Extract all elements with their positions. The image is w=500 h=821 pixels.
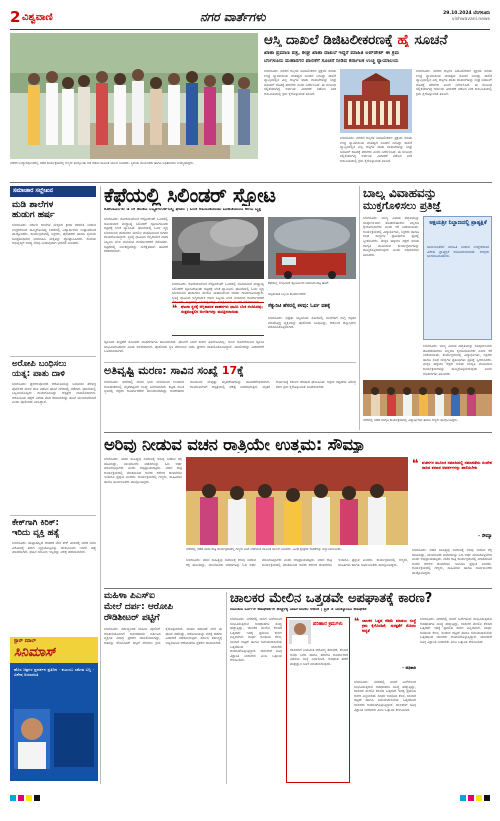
banner-story-body-col3: ಬೆಂಗಳೂರು: ವಚನ ಸಾಹಿತ್ಯವು ಸಮಾಜಕ್ಕೆ ಅರಿವು ನೀಡುವ ಶಕ್ತಿ ಹೊಂದಿದ್ದು, ಯುವಜನರು ವಚನಗಳನ್ನು ಓದಿ ಅರ್ಥ ಮಾಡಿಕೊಳ್ಳಬೇಕು ಎಂದು ಅಭಿಪ್ರಾಯಪಟ್ಟರು. ವಚನ ರಾತ್ರಿ ಕಾರ್ಯಕ್ರಮದಲ್ಲಿ ಮಾತನಾಡಿದ ಅವರು ಶರಣರ ಚಿಂತನೆಗಳು ಇಂದಿಗೂ ಪ್ರಸ್ತುತ ಎಂದರು. ಕಾರ್ಯಕ್ರಮದಲ್ಲಿ ಗಣ್ಯರು, ಸಾಹಿತಿಗಳು ಹಾಗೂ ಸಾರ್ವಜನಿಕರು ಪಾಲ್ಗೊಂಡಿದ್ದರು. [412, 548, 492, 575]
top-story-body-left: ಬೆಂಗಳೂರು: ನಗರದ ಆಸ್ತಿಗಳ ಡಿಜಿಟಲೀಕರಣ ಪ್ರಕ್ರಿಯೆ ಕುರಿತು ಉಚ್ಚ ನ್ಯಾಯಾಲಯ ಮಹತ್ವದ ಸೂಚನೆ ನೀಡಿದ್ದು ಪಾಲಿಕೆ ವ್ಯಾಪ್ತಿಯಲ್ಲಿನ ಎಲ್ಲ ಆಸ್ತಿಗಳ ಖಾತಾ ದಾಖಲೆಗಳನ್ನು ಶೀಘ್ರ ಡಿಜಿಟಲ್ ರೂಪಕ್ಕೆ ತರಬೇಕು ಎಂದು ನಿರ್ದೇಶಿಸಿದೆ. ಈ ಸಂಬಂಧ ಸಲ್ಲಿಕೆಯಾಗಿದ್ದ ಅರ್ಜಿಯ ವಿಚಾರಣೆ ನಡೆಸಿದ ಪೀಠ ಕಾಲಮಿತಿಯಲ್ಲಿ ಕ್ರಮ ಕೈಗೊಳ್ಳುವಂತೆ ತಿಳಿಸಿದೆ. [264, 69, 336, 96]
left-story3-body: ಬೆಂಗಳೂರು: ಹುಟ್ಟುಹಬ್ಬದ ಆಚರಣೆ ವೇಳೆ ಕೇಕ್ ವಿಚಾರಕ್ಕೆ ನಡೆದ ಜಗಳ ವಿಕೋಪಕ್ಕೆ ತಿರುಗಿ ವ್ಯಕ್ತಿಯೊಬ್ಬನನ್ನು ಚಾಕುವಿನಿಂದ ಇರಿದು ಹತ್ಯೆ ಮಾಡಲಾಗಿದೆ. ಘಟನೆ ಸಂಬಂಧ ಇಬ್ಬರನ್ನು ವಶಕ್ಕೆ ಪಡೆಯಲಾಗಿದೆ. [12, 541, 96, 555]
mid-story-headline-number: 17 [221, 365, 238, 377]
left-divider-1 [10, 356, 96, 357]
top-story-body-right: ಬೆಂಗಳೂರು: ನಗರದ ಆಸ್ತಿಗಳ ಡಿಜಿಟಲೀಕರಣ ಪ್ರಕ್ರಿಯೆ ಕುರಿತು ಉಚ್ಚ ನ್ಯಾಯಾಲಯ ಮಹತ್ವದ ಸೂಚನೆ ನೀಡಿದ್ದು ಪಾಲಿಕೆ ವ್ಯಾಪ್ತಿಯಲ್ಲಿನ ಎಲ್ಲ ಆಸ್ತಿಗಳ ಖಾತಾ ದಾಖಲೆಗಳನ್ನು ಶೀಘ್ರ ಡಿಜಿಟಲ್ ರೂಪಕ್ಕೆ ತರಬೇಕು ಎಂದು ನಿರ್ದೇಶಿಸಿದೆ. ಈ ಸಂಬಂಧ ಸಲ್ಲಿಕೆಯಾಗಿದ್ದ ಅರ್ಜಿಯ ವಿಚಾರಣೆ ನಡೆಸಿದ ಪೀಠ ಕಾಲಮಿತಿಯಲ್ಲಿ ಕ್ರಮ ಕೈಗೊಳ್ಳುವಂತೆ ತಿಳಿಸಿದೆ. [416, 69, 492, 96]
banner-story-body-col2: ಬೆಂಗಳೂರು: ವಚನ ಸಾಹಿತ್ಯವು ಸಮಾಜಕ್ಕೆ ಅರಿವು ನೀಡುವ ಶಕ್ತಿ ಹೊಂದಿದ್ದು, ಯುವಜನರು ವಚನಗಳನ್ನು ಓದಿ ಅರ್ಥ ಮಾಡಿಕೊಳ್ಳಬೇಕು ಎಂದು ಅಭಿಪ್ರಾಯಪಟ್ಟರು. ವಚನ ರಾತ್ರಿ ಕಾರ್ಯಕ್ರಮದಲ್ಲಿ ಮಾತನಾಡಿದ ಅವರು ಶರಣರ ಚಿಂತನೆಗಳು ಇಂದಿಗೂ ಪ್ರಸ್ತುತ ಎಂದರು. ಕಾರ್ಯಕ್ರಮದಲ್ಲಿ ಗಣ್ಯರು, ಸಾಹಿತಿಗಳು ಹಾಗೂ ಸಾರ್ವಜನಿಕರು ಪಾಲ್ಗೊಂಡಿದ್ದರು. [186, 558, 408, 567]
left-column-tag-label: ಸಮಾಚಾರ ಸಲ್ಲೇಖನ [13, 188, 53, 194]
bottom-right-box-title: ಪರಿಹಾರ ಕ್ರಮಗಳು [313, 621, 343, 627]
website[interactable]: vishwavani.news [451, 17, 490, 22]
person-portrait-image [14, 709, 50, 769]
top-story-subline-2: ಬೆಂಗಳೂರು ಮಹಾನಗರ ಪಾಲಿಕೆಗೆ ಸೂಚನೆ ನೀಡಿದ ಕರ್ನಾಟಕ ಉಚ್ಚ ನ್ಯಾಯಾಲಯ [264, 59, 399, 64]
bottom-right-body-col1: ಬೆಂಗಳೂರು: ನಗರದಲ್ಲಿ ಸಾರಿಗೆ ಬಸ್‌ಗಳಿಂದ ಸಂಭವಿಸುತ್ತಿರುವ ಅಪಘಾತಗಳ ಸಂಖ್ಯೆ ಹೆಚ್ಚುತ್ತಿದ್ದು, ಚಾಲಕರ ಮೇಲಿನ ಕೆಲಸದ ಒತ್ತಡವೇ ಇದಕ್ಕೆ ಪ್ರಮುಖ ಕಾರಣ ಎನ್ನಲಾಗಿದೆ. ದೀರ್ಘ ಅವಧಿಯ ಕೆಲಸ, ಸಂಚಾರ ದಟ್ಟಣೆ ಹಾಗೂ ಸಮಯಪಾಲನೆಯ ಒತ್ತಡದಿಂದ ಚಾಲಕರು ಆಯಾಸಗೊಳ್ಳುತ್ತಿದ್ದಾರೆ. ಚಾಲಕರಿಗೆ ಸೂಕ್ತ ವಿಶ್ರಾಂತಿ ನೀಡಬೇಕು ಎಂಬ ಒತ್ತಾಯ ಕೇಳಿಬಂದಿದೆ. [230, 617, 282, 663]
right-story-headline-1: ಬಾಲ್ಯ ವಿವಾಹವನ್ನು [363, 187, 437, 200]
cinema-ad-info-box [54, 713, 94, 767]
left-column-rule [100, 186, 101, 784]
mid-story-headline [104, 365, 356, 377]
official-portrait-image [289, 620, 311, 644]
main-story-body-col1: ಬೆಂಗಳೂರು: ಕೋರಮಂಗಲದ ರೆಸ್ಟೋರೆಂಟ್ ಒಂದರಲ್ಲಿ ಸೋಮವಾರ ಮಧ್ಯಾಹ್ನ ಸಿಲಿಂಡರ್ ಸ್ಫೋಟಗೊಂಡು ಕಟ್ಟಡಕ್ಕೆ ಬೆಂಕಿ ವ್ಯಾಪಿಸಿದೆ. ಘಟನೆಯಲ್ಲಿ ಓರ್ವ ವ್ಯಕ್ತಿ ಬೆಂಕಿಯಿಂದ ಪಾರಾಗಲು ಮೇಲಿನ ಮಹಡಿಯಿಂದ ಜಿಗಿದು ಗಾಯಗೊಂಡಿದ್ದಾರೆ. ಸ್ಥಳಕ್ಕೆ ಧಾವಿಸಿದ ಅಗ್ನಿಶಾಮಕ ದಳದ ಸಿಬ್ಬಂದಿ ಬೆಂಕಿ ನಂದಿಸುವ ಕಾರ್ಯಾಚರಣೆ ನಡೆಸಿದರು. ಕಟ್ಟಡದಲ್ಲಿ ಸಿಲುಕಿದ್ದವರನ್ನು ಸುರಕ್ಷಿತವಾಗಿ ಹೊರಗೆ ಕರೆತರಲಾಗಿದೆ. [104, 217, 168, 254]
cinema-ad-line: ಹೊಸ ಚಿತ್ರಗಳ ಪ್ರದರ್ಶನ ಪ್ರತಿದಿನ · ಕುಟುಂಬ ಸಮೇತ ಬನ್ನಿ · ವಿಶೇಷ ರಿಯಾಯಿತಿ [14, 667, 94, 677]
divider-bottom [104, 588, 492, 589]
top-photo-image [10, 33, 258, 159]
bottom-right-headline: ಚಾಲಕರ ಮೇಲಿನ ಒತ್ತಡವೇ ಅಪಘಾತಕ್ಕೆ ಕಾರಣ? [230, 592, 433, 606]
date-line: 29.10.2024 ಬೆಂಗಳೂರು [443, 11, 490, 16]
registration-mark-yellow [26, 795, 32, 801]
bottom-right-body-col3: ಬೆಂಗಳೂರು: ನಗರದಲ್ಲಿ ಸಾರಿಗೆ ಬಸ್‌ಗಳಿಂದ ಸಂಭವಿಸುತ್ತಿರುವ ಅಪಘಾತಗಳ ಸಂಖ್ಯೆ ಹೆಚ್ಚುತ್ತಿದ್ದು, ಚಾಲಕರ ಮೇಲಿನ ಕೆಲಸದ ಒತ್ತಡವೇ ಇದಕ್ಕೆ ಪ್ರಮುಖ ಕಾರಣ ಎನ್ನಲಾಗಿದೆ. ದೀರ್ಘ ಅವಧಿಯ ಕೆಲಸ, ಸಂಚಾರ ದಟ್ಟಣೆ ಹಾಗೂ ಸಮಯಪಾಲನೆಯ ಒತ್ತಡದಿಂದ ಚಾಲಕರು ಆಯಾಸಗೊಳ್ಳುತ್ತಿದ್ದಾರೆ. ಚಾಲಕರಿಗೆ ಸೂಕ್ತ ವಿಶ್ರಾಂತಿ ನೀಡಬೇಕು ಎಂಬ ಒತ್ತಾಯ ಕೇಳಿಬಂದಿದೆ. [420, 617, 492, 644]
banner-story-callout [412, 457, 492, 545]
registration-mark-black-right [484, 795, 490, 801]
left-story1-headline-1: ಮಡಿ ಶಾಲೆಗಳ [12, 201, 54, 210]
right-story-headline-2: ಮುಕ್ತಗೊಳಿಸಲು ಪ್ರತಿಜ್ಞೆ [363, 201, 442, 212]
main-story-side-body: ಬೆಂಗಳೂರು: ಭದ್ರತಾ ಸಿಬ್ಬಂದಿಯ ಸೋಗಿನಲ್ಲಿ ಮನೆಗಳಿಗೆ ನುಗ್ಗಿ ಕಳ್ಳತನ ಮಾಡುತ್ತಿದ್ದ ವ್ಯಕ್ತಿಯನ್ನು ಪೊಲೀಸರು ಬಂಧಿಸಿದ್ದು, ಆತನಿಂದ ಚಿನ್ನಾಭರಣ ವಶಪಡಿಸಿಕೊಳ್ಳಲಾಗಿದೆ. [268, 316, 356, 330]
top-photo-caption: ನಗರದ ಉದ್ಯಾನವೊಂದರಲ್ಲಿ ನಡೆದ ಕಾರ್ಯಕ್ರಮದಲ್ಲಿ ಗಣ್ಯರು ಪಾಲ್ಗೊಂಡು ಗಿಡ ನೆಡುವ ಮೂಲಕ ಚಾಲನೆ ನೀಡಿದರು. ಸ್ಥಳೀಯ ಮುಖಂಡರು ಹಾಗೂ ಅಧಿಕಾರಿಗಳು ಉಪಸ್ಥಿತರಿದ್ದರು. [10, 161, 194, 165]
high-court-building-image [340, 69, 412, 133]
top-story-headline-post: ಸೂಚನೆ [409, 33, 448, 48]
main-story-headline: ಕೆಫೆಯಲ್ಲಿ ಸಿಲಿಂಡರ್ ಸ್ಫೋಟ [104, 186, 276, 207]
right-story-body-col2: ಬೆಂಗಳೂರು: ಬಾಲ್ಯ ವಿವಾಹ ಪದ್ಧತಿಯನ್ನು ಸಂಪೂರ್ಣವಾಗಿ ತೊಡೆದುಹಾಕಲು ಎಲ್ಲರೂ ಕೈಜೋಡಿಸಬೇಕು ಎಂದು ಕರೆ ನೀಡಲಾಯಿತು. ಕಾರ್ಯಕ್ರಮದಲ್ಲಿ ವಿದ್ಯಾರ್ಥಿಗಳು, ಶಿಕ್ಷಕರು ಹಾಗೂ ಸಂಘ ಸಂಸ್ಥೆಗಳ ಪ್ರತಿನಿಧಿಗಳು ಪ್ರತಿಜ್ಞೆ ಸ್ವೀಕರಿಸಿದರು. ಮಕ್ಕಳ ಹಕ್ಕುಗಳ ರಕ್ಷಣೆ ಕುರಿತು ಜಾಗೃತಿ ಮೂಡಿಸುವ ಕಾರ್ಯಕ್ರಮಗಳನ್ನು ಹಮ್ಮಿಕೊಳ್ಳಲಾಗುವುದು ಎಂದು ಅಧಿಕಾರಿಗಳು ತಿಳಿಸಿದರು. [423, 344, 492, 376]
cinema-ad-title: ಸಿನಿಮಾಸ್ [14, 646, 57, 660]
awareness-event-image [363, 380, 492, 416]
mid-story-headline-post: ಕ್ಕೆ [237, 365, 244, 377]
right-story-box [423, 216, 492, 340]
bottom-left-body: ಬೆಂಗಳೂರು: ಕರ್ತವ್ಯನಿರತ ಮಹಿಳಾ ಪೊಲೀಸ್ ಅಧಿಕಾರಿಯೊಂದಿಗೆ ಅನುಚಿತವಾಗಿ ವರ್ತಿಸಿದ ವ್ಯಕ್ತಿಯ ವಿರುದ್ಧ ಪ್ರಕರಣ ದಾಖಲಿಸಲಾಗಿದ್ದು, ಆತನನ್ನು ರೌಡಿಶೀಟರ್ ಪಟ್ಟಿಗೆ ಸೇರಿಸಲು ಕ್ರಮ ಕೈಗೊಳ್ಳಲಾಗಿದೆ. ವಾಹನ ತಪಾಸಣೆ ವೇಳೆ ಈ ಘಟನೆ ನಡೆದಿದ್ದು, ಆರೋಪಿಯನ್ನು ವಶಕ್ಕೆ ಪಡೆದು ವಿಚಾರಣೆ ನಡೆಸಲಾಗುತ್ತಿದೆ. ಸರ್ಕಾರಿ ಕರ್ತವ್ಯಕ್ಕೆ ಅಡ್ಡಿಪಡಿಸಿದ ಆರೋಪದಡಿ ಪ್ರಕರಣ ದಾಖಲಾಗಿದೆ. [104, 627, 222, 645]
bottom-right-quote-attribution: – ಅಧಿಕಾರಿ [402, 665, 416, 670]
footer-bar [10, 792, 492, 804]
left-column-tag [10, 186, 96, 197]
banner-story-callout-attribution: – ಸೌಮ್ಯಾ [477, 534, 492, 539]
banner-story-photo-caption: ನಗರದಲ್ಲಿ ನಡೆದ ವಚನ ರಾತ್ರಿ ಕಾರ್ಯಕ್ರಮದಲ್ಲಿ ಗಣ್ಯರು ದೀಪ ಬೆಳಗಿಸುವ ಮೂಲಕ ಚಾಲನೆ ನೀಡಿದರು. ವಿವಿಧ ಕ್ಷೇತ್ರಗಳ ಸಾಧಕರನ್ನು ಸನ್ಮಾನಿಸಲಾಯಿತು. [186, 547, 342, 551]
main-story-side-headline: ಸೆಕ್ಯುರಿಟಿ ಹೆಸರಲ್ಲಿ ಕಳವು: ಓರ್ವ ವಶಕ್ಕೆ [268, 303, 331, 309]
bottom-right-quote [354, 617, 416, 677]
top-story-photo [340, 69, 412, 133]
main-story-photo-2 [268, 217, 356, 279]
banner-story-photo [186, 457, 408, 545]
fire-smoke-image [172, 217, 264, 279]
top-story-body-mid: ಬೆಂಗಳೂರು: ನಗರದ ಆಸ್ತಿಗಳ ಡಿಜಿಟಲೀಕರಣ ಪ್ರಕ್ರಿಯೆ ಕುರಿತು ಉಚ್ಚ ನ್ಯಾಯಾಲಯ ಮಹತ್ವದ ಸೂಚನೆ ನೀಡಿದ್ದು ಪಾಲಿಕೆ ವ್ಯಾಪ್ತಿಯಲ್ಲಿನ ಎಲ್ಲ ಆಸ್ತಿಗಳ ಖಾತಾ ದಾಖಲೆಗಳನ್ನು ಶೀಘ್ರ ಡಿಜಿಟಲ್ ರೂಪಕ್ಕೆ ತರಬೇಕು ಎಂದು ನಿರ್ದೇಶಿಸಿದೆ. ಈ ಸಂಬಂಧ ಸಲ್ಲಿಕೆಯಾಗಿದ್ದ ಅರ್ಜಿಯ ವಿಚಾರಣೆ ನಡೆಸಿದ ಪೀಠ ಕಾಲಮಿತಿಯಲ್ಲಿ ಕ್ರಮ ಕೈಗೊಳ್ಳುವಂತೆ ತಿಳಿಸಿದೆ. [340, 136, 412, 163]
bottom-rule [226, 592, 227, 784]
right-story-photo [363, 380, 492, 416]
main-story-body-col2: ಬೆಂಗಳೂರು: ಕೋರಮಂಗಲದ ರೆಸ್ಟೋರೆಂಟ್ ಒಂದರಲ್ಲಿ ಸೋಮವಾರ ಮಧ್ಯಾಹ್ನ ಸಿಲಿಂಡರ್ ಸ್ಫೋಟಗೊಂಡು ಕಟ್ಟಡಕ್ಕೆ ಬೆಂಕಿ ವ್ಯಾಪಿಸಿದೆ. ಘಟನೆಯಲ್ಲಿ ಓರ್ವ ವ್ಯಕ್ತಿ ಬೆಂಕಿಯಿಂದ ಪಾರಾಗಲು ಮೇಲಿನ ಮಹಡಿಯಿಂದ ಜಿಗಿದು ಗಾಯಗೊಂಡಿದ್ದಾರೆ. ಸ್ಥಳಕ್ಕೆ ಧಾವಿಸಿದ ಅಗ್ನಿಶಾಮಕ ದಳದ ಸಿಬ್ಬಂದಿ ಬೆಂಕಿ ನಂದಿಸುವ ಕಾರ್ಯಾಚರಣೆ ನಡೆಸಿದರು. ಕಟ್ಟಡದಲ್ಲಿ ಸಿಲುಕಿದ್ದವರನ್ನು ಸುರಕ್ಷಿತವಾಗಿ ಹೊರಗೆ ಕರೆತರಲಾಗಿದೆ. [172, 282, 264, 305]
banner-story-callout-text: ವಚನಗಳ ಮೂಲಕ ಸಮಾಜದಲ್ಲಿ ಸಮಾನತೆಯ ಸಂದೇಶ ಸಾರಿದ ಶರಣರ ಆದರ್ಶಗಳನ್ನು ಪಾಲಿಸಬೇಕು [422, 460, 492, 471]
bottom-left-headline-2: ಮೇಲೆ ದರ್ಪ: ಆರೋಪಿ [104, 603, 173, 612]
cinema-ad-portrait [14, 709, 50, 769]
quote-icon: ❝ [412, 457, 419, 470]
main-story-body-col3: ಸ್ಫೋಟದ ತೀವ್ರತೆಗೆ ಸಮೀಪದ ವಾಹನಗಳಿಗೂ ಹಾನಿಯಾಗಿದೆ. ಘಟನೆಗೆ ನಿಖರ ಕಾರಣ ತಿಳಿದುಬಂದಿಲ್ಲ. ಅನಿಲ ಸೋರಿಕೆಯಿಂದ ಸ್ಫೋಟ ಸಂಭವಿಸಿರಬಹುದು ಎಂದು ಶಂಕಿಸಲಾಗಿದೆ. ಪೊಲೀಸರು ಸ್ಥಳ ಪರಿಶೀಲನೆ ನಡೆಸಿ ಪ್ರಕರಣ ದಾಖಲಿಸಿಕೊಂಡಿದ್ದಾರೆ. ಮಾಲೀಕರನ್ನು ವಿಚಾರಣೆಗೆ ಒಳಪಡಿಸಲಾಗಿದೆ. [104, 340, 264, 354]
vachana-event-image [186, 457, 408, 545]
left-story2-body: ಬೆಂಗಳೂರು: ಪ್ರಕರಣವೊಂದರ ಆರೋಪಿಯನ್ನು ಬಂಧಿಸಲು ತೆರಳಿದ್ದ ಪೊಲೀಸರ ಮೇಲೆ ದಾಳಿ ನಡೆಸಿದ ಘಟನೆ ನಗರದಲ್ಲಿ ನಡೆದಿದೆ. ಘಟನೆಯಲ್ಲಿ ಸಿಬ್ಬಂದಿಯೊಬ್ಬರು ಗಾಯಗೊಂಡಿದ್ದು ಆಸ್ಪತ್ರೆಗೆ ದಾಖಲಿಸಲಾಗಿದೆ. ಆರೋಪಿಯ ಪತ್ತೆಗೆ ವಿಶೇಷ ತಂಡ ರಚಿಸಲಾಗಿದ್ದು ತನಿಖೆ ಮುಂದುವರಿದಿದೆ ಎಂದು ಪೊಲೀಸರು ತಿಳಿಸಿದ್ದಾರೆ. [12, 382, 96, 405]
right-story-body-col1: ಬೆಂಗಳೂರು: ಬಾಲ್ಯ ವಿವಾಹ ಪದ್ಧತಿಯನ್ನು ಸಂಪೂರ್ಣವಾಗಿ ತೊಡೆದುಹಾಕಲು ಎಲ್ಲರೂ ಕೈಜೋಡಿಸಬೇಕು ಎಂದು ಕರೆ ನೀಡಲಾಯಿತು. ಕಾರ್ಯಕ್ರಮದಲ್ಲಿ ವಿದ್ಯಾರ್ಥಿಗಳು, ಶಿಕ್ಷಕರು ಹಾಗೂ ಸಂಘ ಸಂಸ್ಥೆಗಳ ಪ್ರತಿನಿಧಿಗಳು ಪ್ರತಿಜ್ಞೆ ಸ್ವೀಕರಿಸಿದರು. ಮಕ್ಕಳ ಹಕ್ಕುಗಳ ರಕ್ಷಣೆ ಕುರಿತು ಜಾಗೃತಿ ಮೂಡಿಸುವ ಕಾರ್ಯಕ್ರಮಗಳನ್ನು ಹಮ್ಮಿಕೊಳ್ಳಲಾಗುವುದು ಎಂದು ಅಧಿಕಾರಿಗಳು ತಿಳಿಸಿದರು. [363, 216, 419, 257]
left-story2-headline-2: ಯತ್ನ: ಪಾತು ದಾಳಿ [12, 370, 65, 379]
bottom-right-quote-text: ಚಾಲಕರ ಒತ್ತಡ ಕಡಿಮೆ ಮಾಡಲು ಸಂಸ್ಥೆ ಕ್ರಮ ಕೈಗೊಂಡಿದೆ; ಸುರಕ್ಷತೆಗೆ ಮೊದಲ ಆದ್ಯತೆ [362, 619, 416, 633]
main-story-divider [104, 362, 356, 363]
banner-story-headline: ಅರಿವು ನೀಡುವ ವಚನ ರಾತ್ರಿಯೇ ಉತ್ತಮ: ಸೌಮ್ಯಾ [104, 436, 366, 454]
top-story-headline [264, 33, 492, 47]
left-story3-headline-1: ಕೇಕ್‌ಗಾಗಿ ಕಿರಿಕ್: [12, 519, 59, 528]
divider-banner [104, 432, 492, 433]
top-photo [10, 33, 258, 159]
mid-story-body: ಬೆಂಗಳೂರು: ನಗರದಲ್ಲಿ ಸುರಿದ ಭಾರಿ ಮಳೆಯಿಂದ ಉಂಟಾದ ಅನಾಹುತಗಳಲ್ಲಿ ಮೃತಪಟ್ಟವರ ಸಂಖ್ಯೆ ಏರಿಕೆಯಾಗಿದೆ. ಕಟ್ಟಡ ಕುಸಿತ ಸ್ಥಳದಲ್ಲಿ ರಕ್ಷಣಾ ಕಾರ್ಯಾಚರಣೆ ಮುಂದುವರಿದಿದ್ದು ಅವಶೇಷಗಳ ಅಡಿಯಿಂದ ಮತ್ತಷ್ಟು ಮೃತದೇಹಗಳನ್ನು ಹೊರತೆಗೆಯಲಾಗಿದೆ. ಗಾಯಾಳುಗಳಿಗೆ ಆಸ್ಪತ್ರೆಯಲ್ಲಿ ಚಿಕಿತ್ಸೆ ನೀಡಲಾಗುತ್ತಿದೆ. ಮೃತರ ಕುಟುಂಬಕ್ಕೆ ಸರ್ಕಾರ ಪರಿಹಾರ ಘೋಷಿಸಿದೆ. ಅಕ್ರಮ ಕಟ್ಟಡಗಳ ವಿರುದ್ಧ ಕಠಿಣ ಕ್ರಮ ಕೈಗೊಳ್ಳುವಂತೆ ಸೂಚಿಸಲಾಗಿದೆ. [104, 380, 356, 394]
top-story-headline-highlight: ಹೈ [397, 33, 410, 48]
main-story-photo-1-caption: ಕೆಫೆಯಲ್ಲಿ ಸಂಭವಿಸಿದ ಸ್ಫೋಟದಿಂದ ಆವರಿಸಿದ ದಟ್ಟ ಹೊಗೆ [268, 281, 329, 285]
registration-mark-cyan [10, 795, 16, 801]
quote-icon: ❝ [354, 617, 360, 627]
divider-top [10, 182, 492, 183]
top-story-subline-1: ಖಾತಾ ಪ್ರಮಾಣ ಪತ್ರ, ಶೀಘ್ರ ಖಾತಾ ದಾಖಲೆ ಇದ್ದರೆ ಮಾಹಿತಿ ಅಪ್‌ಡೇಟ್ ಈ ಕ್ರಮ [264, 51, 400, 56]
bottom-right-subline: ಬಿಎಂಟಿಸಿ ಬಸ್‌ಗಳ ಅಪಘಾತಗಳ ಹೆಚ್ಚಳಕ್ಕೆ ಸಾರ್ವಜನಿಕರ ಆತಂಕ | ಪ್ರತಿ 3 ದಿನಕ್ಕೊಂದು ಅಪಘಾತ [230, 608, 367, 612]
registration-mark-magenta-right [468, 795, 474, 801]
cinema-ad-top: ಸ್ಟಾರ್ ಮಾಲ್ [14, 639, 37, 644]
right-story-box-title: ಅಕ್ಷಯಶ್ರೀ ನಿಲ್ದಾಣದಲ್ಲಿ ಪ್ರಾತ್ಯಕ್ಷಿಕೆ [429, 220, 487, 226]
left-story1-body: ಬೆಂಗಳೂರು: ಸರ್ಕಾರಿ ಶಾಲೆಗಳ ಮಕ್ಕಳಿಗೆ ಕ್ರೀಡಾ ತರಬೇತಿ ನೀಡುವ ಉದ್ದೇಶದಿಂದ ಹಮ್ಮಿಕೊಂಡಿದ್ದ ಶಿಬಿರದಲ್ಲಿ ವಿದ್ಯಾರ್ಥಿಗಳು ಉತ್ಸಾಹದಿಂದ ಪಾಲ್ಗೊಂಡರು. ಕಾರ್ಯಕ್ರಮದಲ್ಲಿ ಶಿಕ್ಷಕರು, ಪೋಷಕರು ಹಾಗೂ ಸ್ಥಳೀಯ ಜನಪ್ರತಿನಿಧಿಗಳು ಭಾಗವಹಿಸಿ ಮಕ್ಕಳನ್ನು ಪ್ರೋತ್ಸಾಹಿಸಿದರು. ಶಾಲೆಯ ಅಭಿವೃದ್ಧಿಗೆ ಅಗತ್ಯ ನೆರವು ನೀಡುವುದಾಗಿ ಭರವಸೆ ನೀಡಿದರು. [12, 223, 96, 246]
right-column-rule [359, 186, 360, 430]
bottom-right-body-col2: ಬೆಂಗಳೂರು: ನಗರದಲ್ಲಿ ಸಾರಿಗೆ ಬಸ್‌ಗಳಿಂದ ಸಂಭವಿಸುತ್ತಿರುವ ಅಪಘಾತಗಳ ಸಂಖ್ಯೆ ಹೆಚ್ಚುತ್ತಿದ್ದು, ಚಾಲಕರ ಮೇಲಿನ ಕೆಲಸದ ಒತ್ತಡವೇ ಇದಕ್ಕೆ ಪ್ರಮುಖ ಕಾರಣ ಎನ್ನಲಾಗಿದೆ. ದೀರ್ಘ ಅವಧಿಯ ಕೆಲಸ, ಸಂಚಾರ ದಟ್ಟಣೆ ಹಾಗೂ ಸಮಯಪಾಲನೆಯ ಒತ್ತಡದಿಂದ ಚಾಲಕರು ಆಯಾಸಗೊಳ್ಳುತ್ತಿದ್ದಾರೆ. ಚಾಲಕರಿಗೆ ಸೂಕ್ತ ವಿಶ್ರಾಂತಿ ನೀಡಬೇಕು ಎಂಬ ಒತ್ತಾಯ ಕೇಳಿಬಂದಿದೆ. [354, 680, 416, 712]
top-story-headline-pre: ಆಸ್ತಿ ದಾಖಲೆ ಡಿಜಿಟಲೀಕರಣಕ್ಕೆ [264, 33, 398, 48]
quote-icon: ❝ [172, 304, 178, 314]
cinema-ad[interactable] [10, 637, 98, 781]
page-number: 2 [10, 10, 21, 26]
main-story-photo-2-caption: ಅಗ್ನಿಶಾಮಕ ಸಿಬ್ಬಂದಿ ಕಾರ್ಯಾಚರಣೆ [268, 292, 306, 296]
main-story-photo-1 [172, 217, 264, 279]
mid-story-headline-pre: ಅತಿವೃಷ್ಟಿ ಮರಣ: ಸಾವಿನ ಸಂಖ್ಯೆ [104, 365, 222, 377]
registration-mark-cyan-right [460, 795, 466, 801]
main-story-callout-text: ಘಟನಾ ಸ್ಥಳಕ್ಕೆ ಅಗ್ನಿಶಾಮಕ ವಾಹನಗಳು ಧಾವಿಸಿ ಬೆಂಕಿ ನಂದಿಸಿದವು; ಸುತ್ತಮುತ್ತಲಿನ ಅಂಗಡಿಗಳನ್ನು ಮುಚ್ಚಿಸಲಾಯಿತು [181, 305, 263, 314]
bottom-left-headline-1: ಮಹಿಳಾ ಪಿಎಸ್‌ಐ [104, 592, 156, 601]
bottom-right-box-body: ಚಾಲಕರಿಗೆ ನಿಯಮಿತ ಆರೋಗ್ಯ ತಪಾಸಣೆ, ಕೆಲಸದ ಅವಧಿ ನಿಗದಿ ಹಾಗೂ ತರಬೇತಿ ಕಾರ್ಯಾಗಾರ ನಡೆಸಲು ಸಂಸ್ಥೆ ನಿರ್ಧರಿಸಿದೆ. ಅಪಘಾತ ತಡೆಗೆ ತಂತ್ರಜ್ಞಾನ ಬಳಕೆ ಮಾಡಲಾಗುವುದು. [290, 648, 348, 666]
main-story-subline: ಕೋರಮಂಗಲ 4 ನೇ ಹಂತದ ರೆಸ್ಟೋರೆಂಟ್‌ನಲ್ಲಿ ಘಟನೆ | ಬೆಂಕಿ ಆವರಿಸಿಕೊಂಡು ಮಹಡಿಯಿಂದ ಜಿಗಿದ ವ್ಯಕ್ತಿ [104, 208, 262, 212]
section-name: ವಿಶ್ವವಾಣಿ [22, 13, 53, 23]
bottom-left-headline-3: ರೌಡಿಶೀಟರ್ ಪಟ್ಟಿಗೆ [104, 614, 160, 623]
left-divider-2 [10, 515, 96, 516]
right-story-photo-caption: ನಗರದಲ್ಲಿ ನಡೆದ ಜಾಗೃತಿ ಕಾರ್ಯಕ್ರಮದಲ್ಲಿ ವಿದ್ಯಾರ್ಥಿಗಳು ಹಾಗೂ ಗಣ್ಯರು ಪಾಲ್ಗೊಂಡಿದ್ದರು. [363, 418, 458, 422]
page-header [10, 8, 490, 30]
left-story2-headline-1: ಅರೋಪಿ ಬಂಧಿಸಲು [12, 360, 67, 369]
left-story1-headline-2: ಹುಡುಗ ಹರ್ಷ [12, 211, 55, 220]
fire-engine-image [268, 217, 356, 279]
main-story-callout [172, 302, 264, 336]
registration-mark-black [34, 795, 40, 801]
banner-story-body-col1: ಬೆಂಗಳೂರು: ವಚನ ಸಾಹಿತ್ಯವು ಸಮಾಜಕ್ಕೆ ಅರಿವು ನೀಡುವ ಶಕ್ತಿ ಹೊಂದಿದ್ದು, ಯುವಜನರು ವಚನಗಳನ್ನು ಓದಿ ಅರ್ಥ ಮಾಡಿಕೊಳ್ಳಬೇಕು ಎಂದು ಅಭಿಪ್ರಾಯಪಟ್ಟರು. ವಚನ ರಾತ್ರಿ ಕಾರ್ಯಕ್ರಮದಲ್ಲಿ ಮಾತನಾಡಿದ ಅವರು ಶರಣರ ಚಿಂತನೆಗಳು ಇಂದಿಗೂ ಪ್ರಸ್ತುತ ಎಂದರು. ಕಾರ್ಯಕ್ರಮದಲ್ಲಿ ಗಣ್ಯರು, ಸಾಹಿತಿಗಳು ಹಾಗೂ ಸಾರ್ವಜನಿಕರು ಪಾಲ್ಗೊಂಡಿದ್ದರು. [104, 457, 182, 484]
registration-mark-yellow-right [476, 795, 482, 801]
left-story3-headline-2: ಇರಿದು ವ್ಯಕ್ತಿ ಹತ್ಯೆ [12, 529, 60, 538]
bottom-right-box [286, 617, 350, 783]
bottom-right-portrait [289, 620, 311, 644]
right-story-box-body: ಸಾರ್ವಜನಿಕರಿಗೆ ಮಾಹಿತಿ ನೀಡುವ ಉದ್ದೇಶದಿಂದ ವಿಶೇಷ ಪ್ರಾತ್ಯಕ್ಷಿಕೆ ಆಯೋಜಿಸಲಾಗಿದೆ. ಆಸಕ್ತರು ಭಾಗವಹಿಸಬಹುದು. [427, 245, 489, 259]
section-title: ನಗರ ವಾರ್ತೆಗಳು [200, 11, 266, 24]
registration-mark-magenta [18, 795, 24, 801]
